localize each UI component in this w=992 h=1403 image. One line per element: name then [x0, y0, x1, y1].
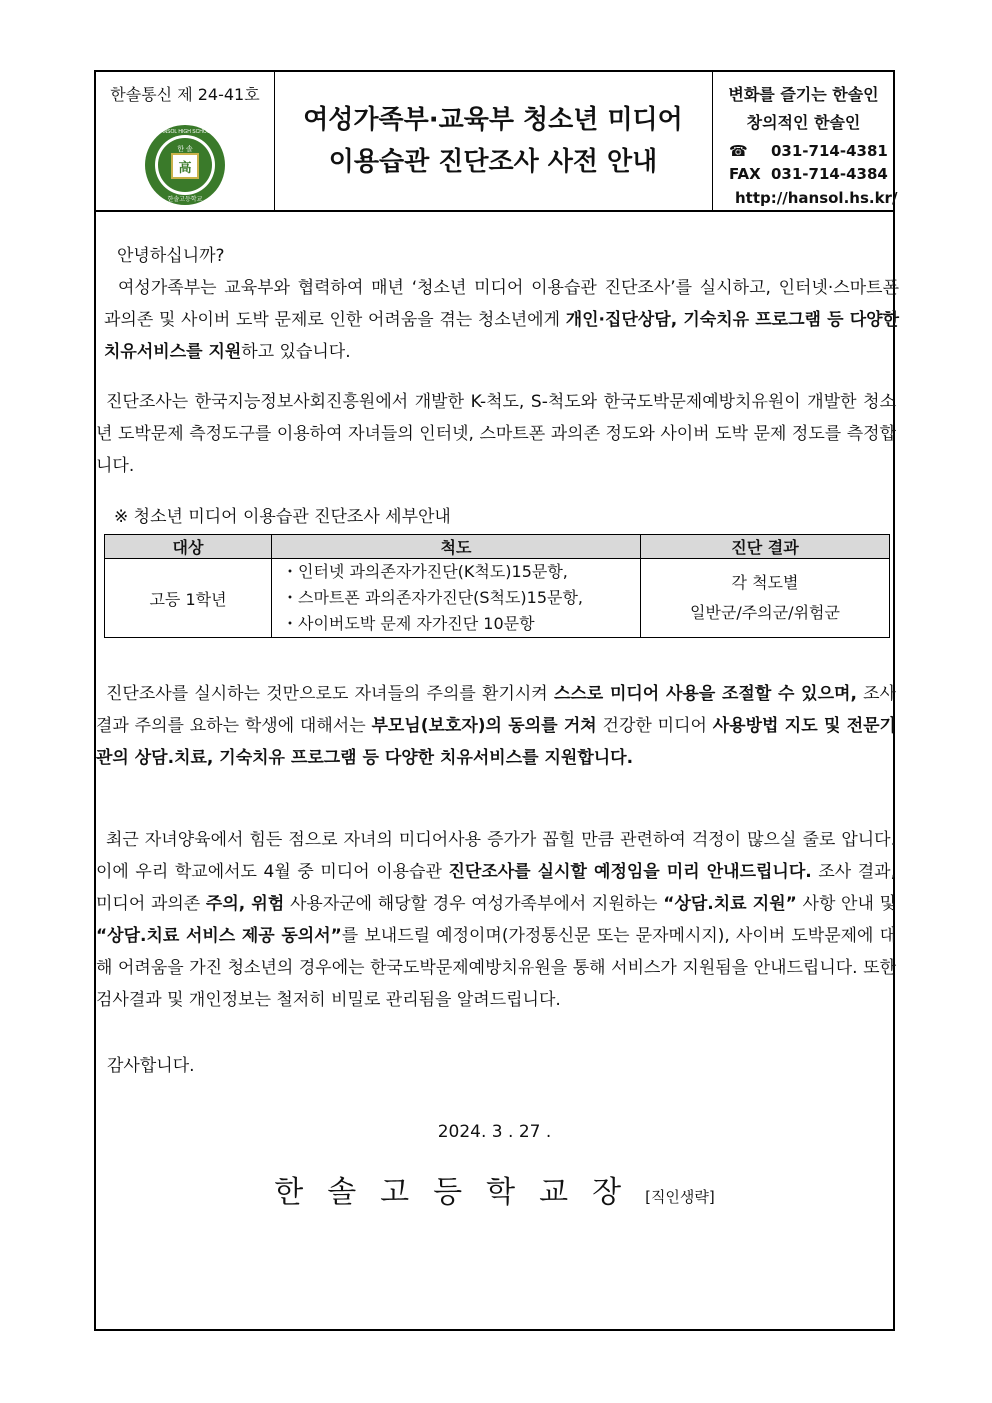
slogan-1: 변화를 즐기는 한솔인: [728, 85, 879, 104]
scale-item: ・사이버도박 문제 자가진단 10문항: [282, 614, 535, 633]
letter-date: 2024. 3 . 27 .: [437, 1122, 552, 1142]
tel-number: 031-714-4381: [771, 142, 888, 160]
title-line-2: 이용습관 진단조사 사전 안내: [328, 147, 658, 177]
issue-number: 한솔통신 제 24-41호: [110, 85, 260, 104]
paragraph-2: 진단조사는 한국지능정보사회진흥원에서 개발한 K-척도, S-척도와 한국도박문제예방치유원이 개발한 청소년 도박문제 측정도구를 이용하여 자녀들의 인터넷, 스마트폰 과의존 정도와 사이버 도박 문제 정도를 측정합니다.: [96, 392, 896, 476]
col-header-target: 대상: [105, 535, 272, 559]
logo-ring-top: HANSOL HIGH SCHOOL: [156, 129, 214, 135]
table-row: [105, 559, 890, 638]
greeting: 안녕하십니까?: [117, 246, 225, 266]
slogan-2: 창의적인 한솔인: [746, 113, 861, 132]
header-left: [96, 72, 275, 210]
logo-ring-bottom: 한솔고등학교: [167, 196, 203, 203]
phone-icon: ☎: [729, 142, 748, 160]
col-header-result: 진단 결과: [641, 535, 890, 559]
letter-header: [96, 72, 898, 212]
page-title: [274, 72, 712, 210]
tel-line: [729, 142, 888, 160]
cell-result: 각 척도별 일반군/주의군/위험군: [641, 559, 890, 638]
website-link[interactable]: http://hansol.hs.kr/: [735, 189, 898, 207]
paragraph-3: 진단조사를 실시하는 것만으로도 자녀들의 주의를 환기시켜 스스로 미디어 사용을 조절할 수 있으며, 조사결과 주의를 요하는 학생에 대해서는 부모님(보호자)의 동의를 거쳐 건강한 미디어 사용방법 지도 및 전문기관의 상담.치료, 기숙치유 프로그램 등 다양한 치유서비스를 지원합니다.: [96, 684, 896, 768]
seal-note: [직인생략]: [645, 1188, 715, 1206]
paragraph-1: 여성가족부는 교육부와 협력하여 매년 ‘청소년 미디어 이용습관 진단조사’를 실시하고, 인터넷·스마트폰 과의존 및 사이버 도박 문제로 인한 어려움을 겪는 청소년에게 개인·집단상담, 기숙치유 프로그램 등 다양한 치유서비스를 지원하고 있습니다.: [104, 278, 900, 362]
school-logo-icon: [144, 124, 226, 206]
document-frame: [94, 70, 900, 1331]
school-principal: 한솔고등학교장[직인생략]: [274, 1175, 715, 1210]
survey-details-table: [104, 534, 890, 638]
logo-center-char: 高: [178, 161, 192, 176]
header-right: [712, 72, 898, 210]
scale-item: ・인터넷 과의존자가진단(K척도)15문항,: [282, 562, 568, 581]
fax-number: 031-714-4384: [771, 165, 888, 183]
table-caption: ※ 청소년 미디어 이용습관 진단조사 세부안내: [114, 507, 451, 527]
fax-label: FAX: [729, 165, 761, 183]
col-header-scale: 척도: [272, 535, 641, 559]
cell-scales: [272, 559, 641, 638]
fax-line: [729, 165, 888, 183]
scale-item: ・스마트폰 과의존자가진단(S척도)15문항,: [282, 588, 584, 607]
logo-center-top: 한 솔: [177, 146, 193, 153]
title-line-1: 여성가족부·교육부 청소년 미디어: [303, 105, 683, 135]
closing: 감사합니다.: [107, 1056, 195, 1076]
table-header-row: [105, 535, 890, 559]
paragraph-4: 최근 자녀양육에서 힘든 점으로 자녀의 미디어사용 증가가 꼽힐 만큼 관련하여 걱정이 많으실 줄로 압니다. 이에 우리 학교에서도 4월 중 미디어 이용습관 진단조사를 실시할 예정임을 미리 안내드립니다. 조사 결과, 미디어 과의존 주의, 위험 사용자군에 해당할 경우 여성가족부에서 지원하는 “상담.치료 지원” 사항 안내 및 “상담.치료 서비스 제공 동의서”를 보내드릴 예정이며(가정통신문 또는 문자메시지), 사이버 도박문제에 대해 어려움을 가진 청소년의 경우에는 한국도박문제예방치유원을 통해 서비스가 지원됨을 안내드립니다. 또한 검사결과 및 개인정보는 철저히 비밀로 관리됨을 알려드립니다.: [96, 830, 897, 1010]
cell-target: 고등 1학년: [105, 559, 272, 638]
